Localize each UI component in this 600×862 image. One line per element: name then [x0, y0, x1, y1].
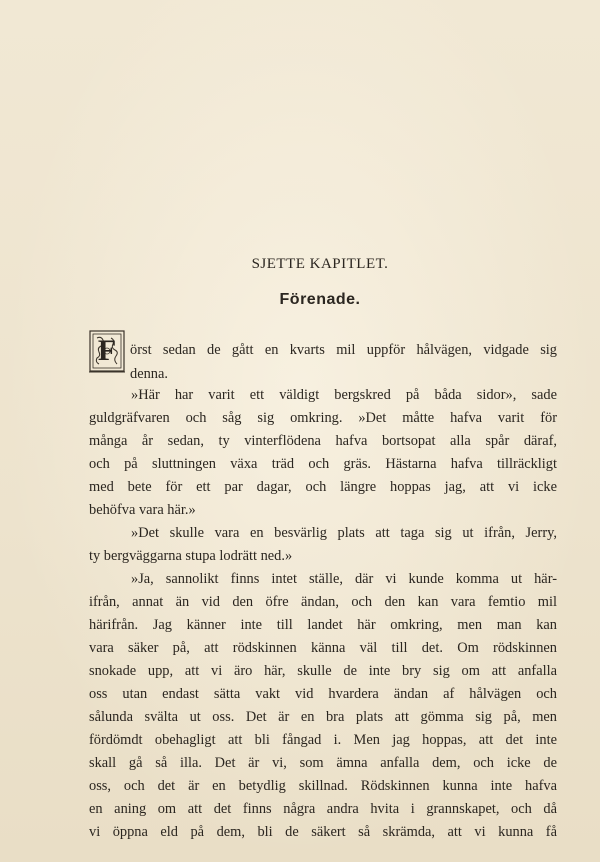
- text-line: skall gå så illa. Det är vi, som ämna anfalla dem, och icke de: [89, 755, 557, 771]
- text-line: »Här har varit ett väldigt bergskred på båda sidor», sade: [131, 387, 557, 403]
- text-line: härifrån. Jag känner inte till landet här omkring, men man kan: [89, 617, 557, 633]
- text-line: örst sedan de gått en kvarts mil uppför hålvägen, vidgade sig: [130, 342, 557, 358]
- text-line: fördömdt obehagligt att bli fångad i. Men jag hoppas, att det inte: [89, 732, 557, 748]
- text-line: och på sluttningen växa träd och gräs. Hästarna hafva tillräckligt: [89, 456, 557, 472]
- text-line: guldgräfvaren och såg sig omkring. »Det måtte hafva varit för: [89, 410, 557, 426]
- text-line: många år sedan, ty vinterflödena hafva bortsopat alla spår däraf,: [89, 433, 557, 449]
- text-line: denna.: [130, 366, 168, 382]
- drop-cap-ornament: [89, 330, 125, 374]
- text-line: vi öppna eld på dem, bli de säkert så skrämda, att vi kunna få: [89, 824, 557, 840]
- text-line: en aning om att det finns några andra hvita i grannskapet, och då: [89, 801, 557, 817]
- text-line: vara säker på, att rödskinnen känna väl till det. Om rödskinnen: [89, 640, 557, 656]
- text-line: ty bergväggarna stupa lodrätt ned.»: [89, 548, 293, 564]
- text-line: med bete för ett par dagar, och längre hoppas jag, att vi icke: [89, 479, 557, 495]
- chapter-title: Förenade.: [279, 291, 361, 308]
- drop-cap-letter: F: [97, 334, 117, 367]
- text-line: oss, och det är en betydlig skillnad. Rödskinnen kunna inte hafva: [89, 778, 557, 794]
- text-line: behöfva vara här.»: [89, 502, 196, 518]
- text-line: »Det skulle vara en besvärlig plats att taga sig ut ifrån, Jerry,: [131, 525, 557, 541]
- chapter-heading: SJETTE KAPITLET.: [251, 256, 389, 272]
- text-line: »Ja, sannolikt finns intet ställe, där vi kunde komma ut här-: [131, 571, 557, 587]
- text-line: sålunda svälta ut oss. Det är en bra plats att gömma sig på, men: [89, 709, 557, 725]
- text-line: snokade upp, att vi äro här, skulle de inte bry sig om att anfalla: [89, 663, 557, 679]
- text-line: ifrån, annat än vid den öfre ändan, och den kan vara femtio mil: [89, 594, 557, 610]
- text-line: oss utan endast sätta vakt vid hvardera ändan af hålvägen och: [89, 686, 557, 702]
